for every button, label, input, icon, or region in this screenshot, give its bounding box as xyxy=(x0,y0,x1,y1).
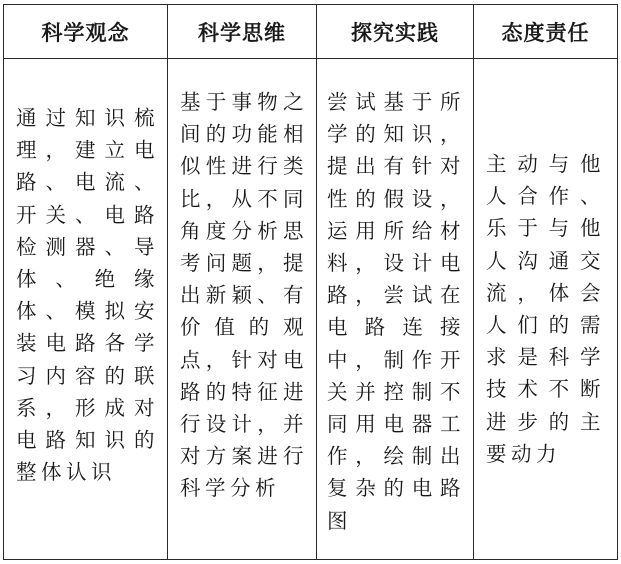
cell-inquiry-practice: 尝试基于所学的知识，提出有针对性的假设，运用所给材料，设计电路，尝试在电路连接中，制作开关并控制不同用电器工作，绘制出复杂的电路图 xyxy=(317,59,474,560)
header-attitude-responsibility: 态度责任 xyxy=(474,5,618,59)
content-row xyxy=(4,59,618,560)
cell-scientific-concept: 通过知识梳理，建立电路、电流、开关、电路检测器、导体、绝缘体、模拟安装电路各学习内容的联系，形成对电路知识的整体认识 xyxy=(4,59,168,560)
curriculum-table xyxy=(3,4,618,560)
header-scientific-concept: 科学观念 xyxy=(4,5,168,59)
header-scientific-thinking: 科学思维 xyxy=(168,5,317,59)
header-row xyxy=(4,5,618,59)
header-inquiry-practice: 探究实践 xyxy=(317,5,474,59)
cell-attitude-responsibility: 主动与他人合作、乐于与他人沟通交流，体会人们的需求是科学技术不断进步的主要动力 xyxy=(474,59,618,560)
cell-scientific-thinking: 基于事物之间的功能相似性进行类比，从不同角度分析思考问题，提出新颖、有价值的观点，针对电路的特征进行设计，并对方案进行科学分析 xyxy=(168,59,317,560)
